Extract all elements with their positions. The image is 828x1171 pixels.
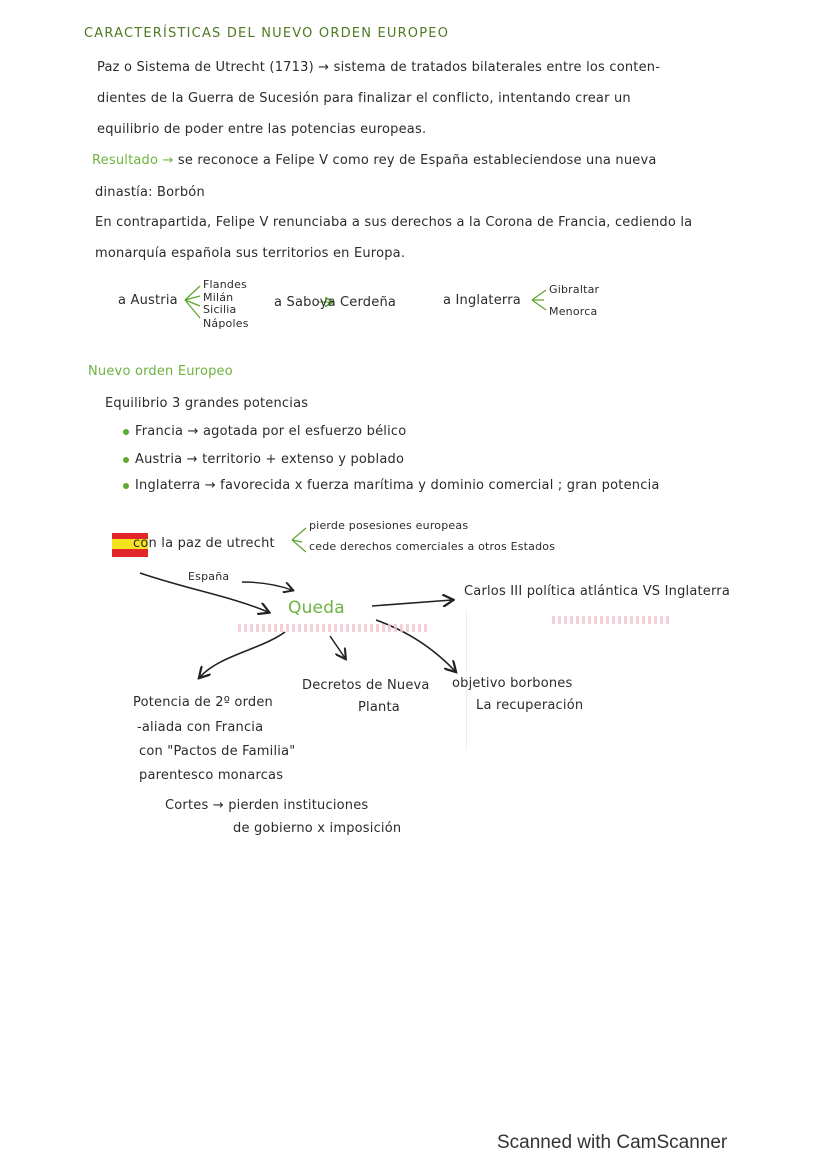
inglaterra-label: a Inglaterra	[443, 293, 521, 308]
bullet-text: Inglaterra → favorecida x fuerza marítima y dominio comercial ; gran potencia	[135, 478, 660, 493]
austria-label: a Austria	[118, 293, 178, 308]
intro-line-1: Paz o Sistema de Utrecht (1713) → sistema de tratados bilaterales entre los conten-	[97, 60, 661, 75]
page-title: CARACTERÍSTICAS DEL NUEVO ORDEN EUROPEO	[84, 26, 450, 41]
austria-item: Flandes	[203, 278, 247, 291]
equilibrio-subheading: Equilibrio 3 grandes potencias	[105, 396, 309, 411]
contrapartida-line-2: monarquía española sus territorios en Europa.	[95, 246, 406, 261]
intro-line-3: equilibrio de poder entre las potencias europeas.	[97, 122, 427, 137]
inglaterra-item: Gibraltar	[549, 283, 600, 296]
bullet-dot-icon	[123, 429, 129, 435]
decretos-line: Decretos de Nueva	[302, 678, 430, 693]
objetivo-line: objetivo borbones	[452, 676, 573, 691]
austria-item: Sicilia	[203, 303, 237, 316]
contrapartida-line-1: En contrapartida, Felipe V renunciaba a sus derechos a la Corona de Francia, cediendo la	[95, 215, 693, 230]
bullet-text: Austria → territorio + extenso y poblado	[135, 452, 405, 467]
utrecht-intro: con la paz de utrecht	[133, 536, 275, 551]
objetivo-line: La recuperación	[476, 698, 584, 713]
saboya-item: Cerdeña	[340, 295, 397, 310]
resultado-line-2: dinastía: Borbón	[95, 185, 205, 200]
utrecht-branch: pierde posesiones europeas	[309, 519, 469, 532]
pink-highlight	[552, 616, 670, 624]
carlos-iii-text: Carlos III política atlántica VS Inglaterra	[464, 584, 731, 599]
potencia-line: parentesco monarcas	[139, 768, 284, 783]
austria-item: Milán	[203, 291, 234, 304]
inglaterra-item: Menorca	[549, 305, 598, 318]
austria-item: Nápoles	[203, 317, 249, 330]
resultado-label: Resultado →	[92, 153, 174, 168]
saboya-label: a Saboya	[274, 295, 336, 310]
potencia-line: -aliada con Francia	[137, 720, 264, 735]
bullet-item	[123, 424, 406, 439]
cortes-line: Cortes → pierden instituciones	[165, 798, 369, 813]
nuevo-orden-heading: Nuevo orden Europeo	[88, 364, 233, 379]
queda-center: Queda	[288, 598, 345, 618]
resultado-line-1	[92, 153, 657, 168]
cortes-line: de gobierno x imposición	[233, 821, 402, 836]
resultado-text: se reconoce a Felipe V como rey de España estableciendose una nueva	[177, 153, 657, 168]
bullet-dot-icon	[123, 457, 129, 463]
decretos-line: Planta	[358, 700, 400, 715]
bullet-dot-icon	[123, 483, 129, 489]
espana-label: España	[188, 570, 230, 583]
bullet-text: Francia → agotada por el esfuerzo bélico	[135, 424, 407, 439]
potencia-line: con "Pactos de Familia"	[139, 744, 296, 759]
bullet-item	[123, 478, 660, 493]
pink-highlight	[238, 624, 430, 632]
bullet-item	[123, 452, 404, 467]
camscanner-watermark: Scanned with CamScanner	[497, 1132, 728, 1153]
potencia-line: Potencia de 2º orden	[133, 695, 273, 710]
intro-line-2: dientes de la Guerra de Sucesión para finalizar el conflicto, intentando crear un	[97, 91, 631, 106]
utrecht-branch: cede derechos comerciales a otros Estados	[309, 540, 556, 553]
